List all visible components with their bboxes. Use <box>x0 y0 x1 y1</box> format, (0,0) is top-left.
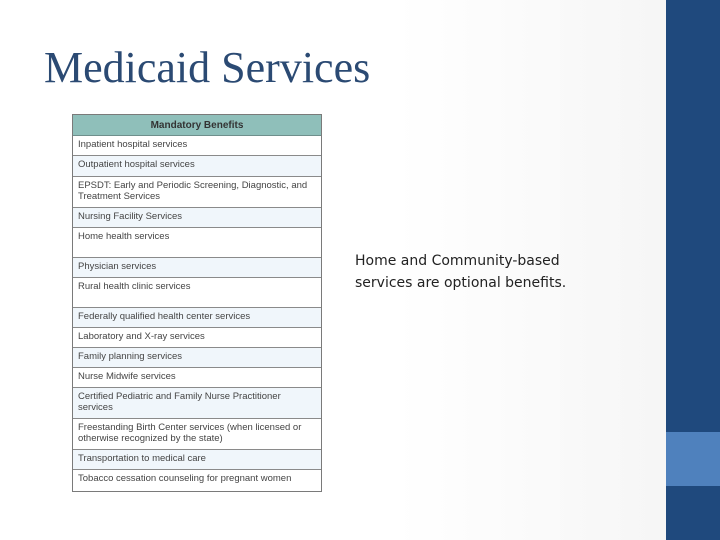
slide-title: Medicaid Services <box>44 43 371 92</box>
table-row: Outpatient hospital services <box>73 156 321 177</box>
table-row: Inpatient hospital services <box>73 136 321 156</box>
table-row: Home health services <box>73 228 321 258</box>
table-row: Family planning services <box>73 348 321 368</box>
table-row: Rural health clinic services <box>73 278 321 308</box>
table-row: Freestanding Birth Center services (when licensed or otherwise recognized by the state) <box>73 419 321 450</box>
table-row: Nurse Midwife services <box>73 368 321 388</box>
table-row: Physician services <box>73 258 321 278</box>
table-row: EPSDT: Early and Periodic Screening, Diagnostic, and Treatment Services <box>73 177 321 208</box>
table-row: Certified Pediatric and Family Nurse Practitioner services <box>73 388 321 419</box>
table-row: Laboratory and X-ray services <box>73 328 321 348</box>
table-row: Nursing Facility Services <box>73 208 321 228</box>
table-row: Tobacco cessation counseling for pregnant women <box>78 473 292 484</box>
table-header: Mandatory Benefits <box>73 115 321 136</box>
decorative-accent-block <box>666 432 720 486</box>
table-row: Federally qualified health center services <box>73 308 321 328</box>
table-row: Transportation to medical care <box>73 450 321 470</box>
mandatory-benefits-table <box>72 114 322 492</box>
optional-benefits-note: Home and Community-based services are optional benefits. <box>355 253 567 291</box>
